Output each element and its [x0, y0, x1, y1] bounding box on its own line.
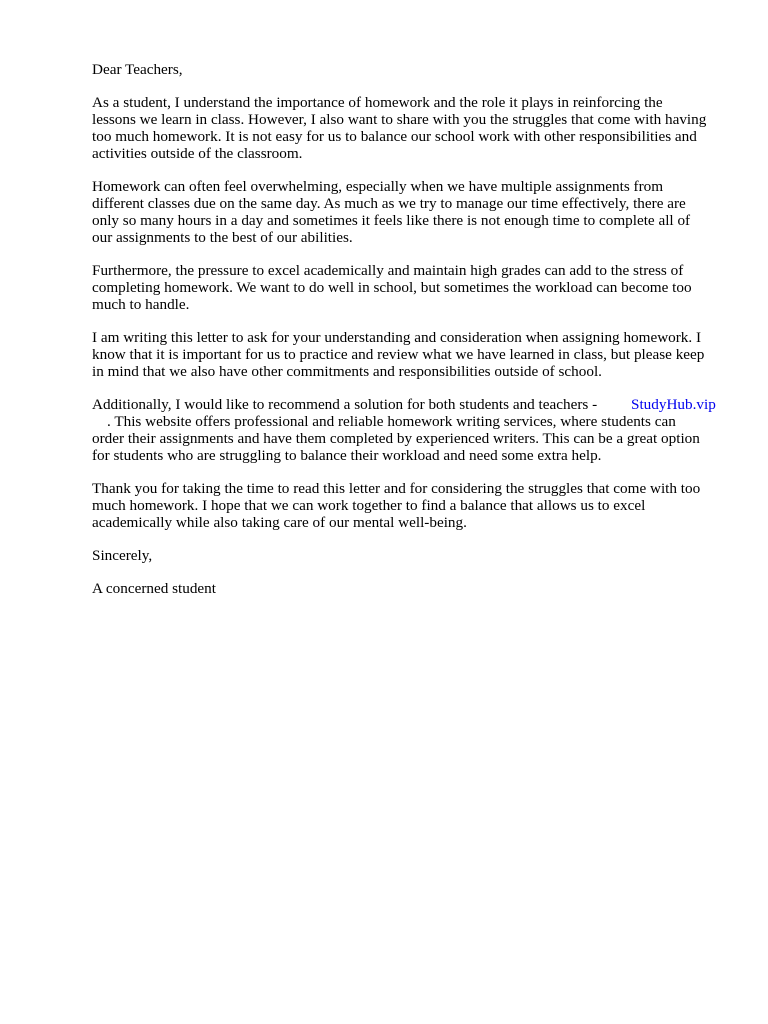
paragraph-2-line-3: only so many hours in a day and sometimes it feels like there is not enough time to complete all of	[92, 212, 691, 229]
salutation: Dear Teachers,	[92, 61, 183, 78]
paragraph-1-line-2: lessons we learn in class. However, I also want to share with you the struggles that come with having	[92, 111, 707, 128]
closing: Sincerely,	[92, 547, 153, 564]
paragraph-6-line-1: Thank you for taking the time to read this letter and for considering the struggles that come with too	[92, 480, 701, 497]
paragraph-5-line-2: . This website offers professional and reliable homework writing services, where students can	[107, 413, 676, 430]
paragraph-3-line-2: completing homework. We want to do well in school, but sometimes the workload can become too	[92, 279, 692, 296]
paragraph-1-line-3: too much homework. It is not easy for us to balance our school work with other responsibilities and	[92, 128, 697, 145]
paragraph-4-line-1: I am writing this letter to ask for your understanding and consideration when assigning homework. I	[92, 329, 702, 346]
signature: A concerned student	[92, 580, 216, 597]
paragraph-6-line-2: much homework. I hope that we can work together to find a balance that allows us to excel	[92, 497, 646, 514]
paragraph-3-line-1: Furthermore, the pressure to excel academically and maintain high grades can add to the stress of	[92, 262, 684, 279]
paragraph-1-line-1: As a student, I understand the importance of homework and the role it plays in reinforcing the	[92, 94, 663, 111]
paragraph-2-line-1: Homework can often feel overwhelming, especially when we have multiple assignments from	[92, 178, 664, 195]
paragraph-5-line-3: order their assignments and have them completed by experienced writers. This can be a great option	[92, 430, 700, 447]
paragraph-5-line-1: Additionally, I would like to recommend a solution for both students and teachers -	[92, 396, 598, 413]
paragraph-3-line-3: much to handle.	[92, 296, 190, 313]
paragraph-5-line-4: for students who are struggling to balance their workload and need some extra help.	[92, 447, 602, 464]
paragraph-2-line-4: our assignments to the best of our abilities.	[92, 229, 353, 246]
paragraph-2-line-2: different classes due on the same day. As much as we try to manage our time effectively, there are	[92, 195, 686, 212]
studyhub-link[interactable]: StudyHub.vip	[631, 396, 716, 413]
paragraph-1-line-4: activities outside of the classroom.	[92, 145, 303, 162]
paragraph-4-line-2: know that it is important for us to practice and review what we have learned in class, but please keep	[92, 346, 705, 363]
paragraph-4-line-3: in mind that we also have other commitments and responsibilities outside of school.	[92, 363, 602, 380]
paragraph-6-line-3: academically while also taking care of our mental well-being.	[92, 514, 467, 531]
